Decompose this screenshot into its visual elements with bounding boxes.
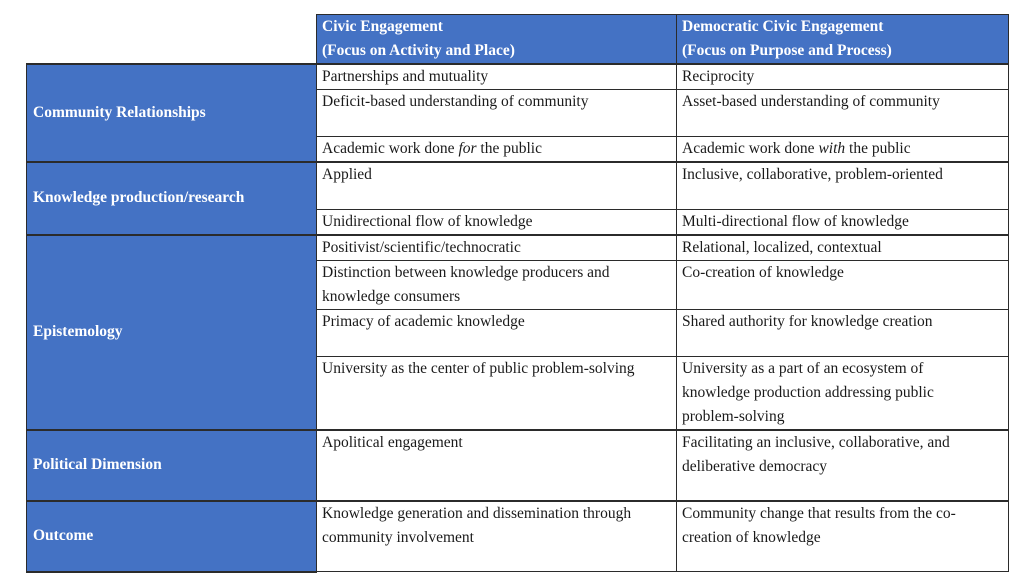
comparison-table — [26, 14, 1009, 573]
civic-cell — [317, 501, 677, 572]
table-row — [27, 501, 1009, 572]
democratic-cell — [677, 356, 1009, 430]
democratic-text-line: creation of knowledge — [682, 528, 821, 546]
header-row — [27, 15, 1009, 65]
civic-cell: University as the center of public problem-solving — [317, 356, 677, 430]
blank-corner — [27, 15, 317, 65]
democratic-cell: Co-creation of knowledge — [677, 260, 1009, 309]
civic-cell — [317, 260, 677, 309]
civic-cell: Unidirectional flow of knowledge — [317, 209, 677, 235]
democratic-cell — [677, 137, 1009, 163]
civic-text-pre: Academic work done — [322, 140, 459, 157]
civic-text-line: knowledge consumers — [322, 287, 461, 305]
header-democratic-title: Democratic Civic Engagement — [682, 18, 884, 35]
democratic-cell: Multi-directional flow of knowledge — [677, 209, 1009, 235]
header-democratic-subtitle: (Focus on Purpose and Process) — [682, 42, 892, 59]
democratic-cell: Inclusive, collaborative, problem-oriented — [677, 162, 1009, 209]
table-row — [27, 162, 1009, 209]
header-civic-engagement — [317, 15, 677, 65]
table-row — [27, 235, 1009, 261]
democratic-cell: Asset-based understanding of community — [677, 90, 1009, 137]
civic-cell: Applied — [317, 162, 677, 209]
democratic-text-line: problem-solving — [682, 407, 785, 425]
democratic-text-line: deliberative democracy — [682, 457, 828, 475]
category-outcome: Outcome — [27, 501, 317, 572]
table-row — [27, 64, 1009, 90]
democratic-text-line: University as a part of an ecosystem of — [682, 359, 924, 377]
democratic-cell: Shared authority for knowledge creation — [677, 309, 1009, 356]
civic-text-line: Knowledge generation and dissemination through — [322, 504, 632, 522]
civic-cell — [317, 137, 677, 163]
category-political-dimension: Political Dimension — [27, 430, 317, 501]
civic-cell: Primacy of academic knowledge — [317, 309, 677, 356]
header-civic-subtitle: (Focus on Activity and Place) — [322, 42, 515, 59]
democratic-cell: Relational, localized, contextual — [677, 235, 1009, 261]
civic-text-post: the public — [476, 140, 542, 157]
democratic-text-emphasis: with — [818, 140, 846, 157]
democratic-text-post: the public — [845, 140, 911, 157]
civic-cell: Partnerships and mutuality — [317, 64, 677, 90]
democratic-text-pre: Academic work done — [682, 140, 819, 157]
civic-text-line: community involvement — [322, 528, 474, 546]
civic-cell: Positivist/scientific/technocratic — [317, 235, 677, 261]
civic-cell: Deficit-based understanding of community — [317, 90, 677, 137]
category-epistemology: Epistemology — [27, 235, 317, 430]
civic-text-emphasis: for — [458, 140, 477, 157]
democratic-text-line: Community change that results from the co- — [682, 504, 956, 522]
category-community-relationships: Community Relationships — [27, 64, 317, 162]
table-row — [27, 430, 1009, 501]
democratic-cell — [677, 501, 1009, 572]
header-democratic-civic-engagement — [677, 15, 1009, 65]
civic-cell: Apolitical engagement — [317, 430, 677, 501]
democratic-text-line: Facilitating an inclusive, collaborative, and — [682, 433, 950, 451]
civic-text-line: Distinction between knowledge producers and — [322, 263, 610, 281]
category-knowledge-production: Knowledge production/research — [27, 162, 317, 235]
democratic-cell — [677, 430, 1009, 501]
header-civic-title: Civic Engagement — [322, 18, 443, 35]
democratic-cell: Reciprocity — [677, 64, 1009, 90]
democratic-text-line: knowledge production addressing public — [682, 383, 934, 401]
